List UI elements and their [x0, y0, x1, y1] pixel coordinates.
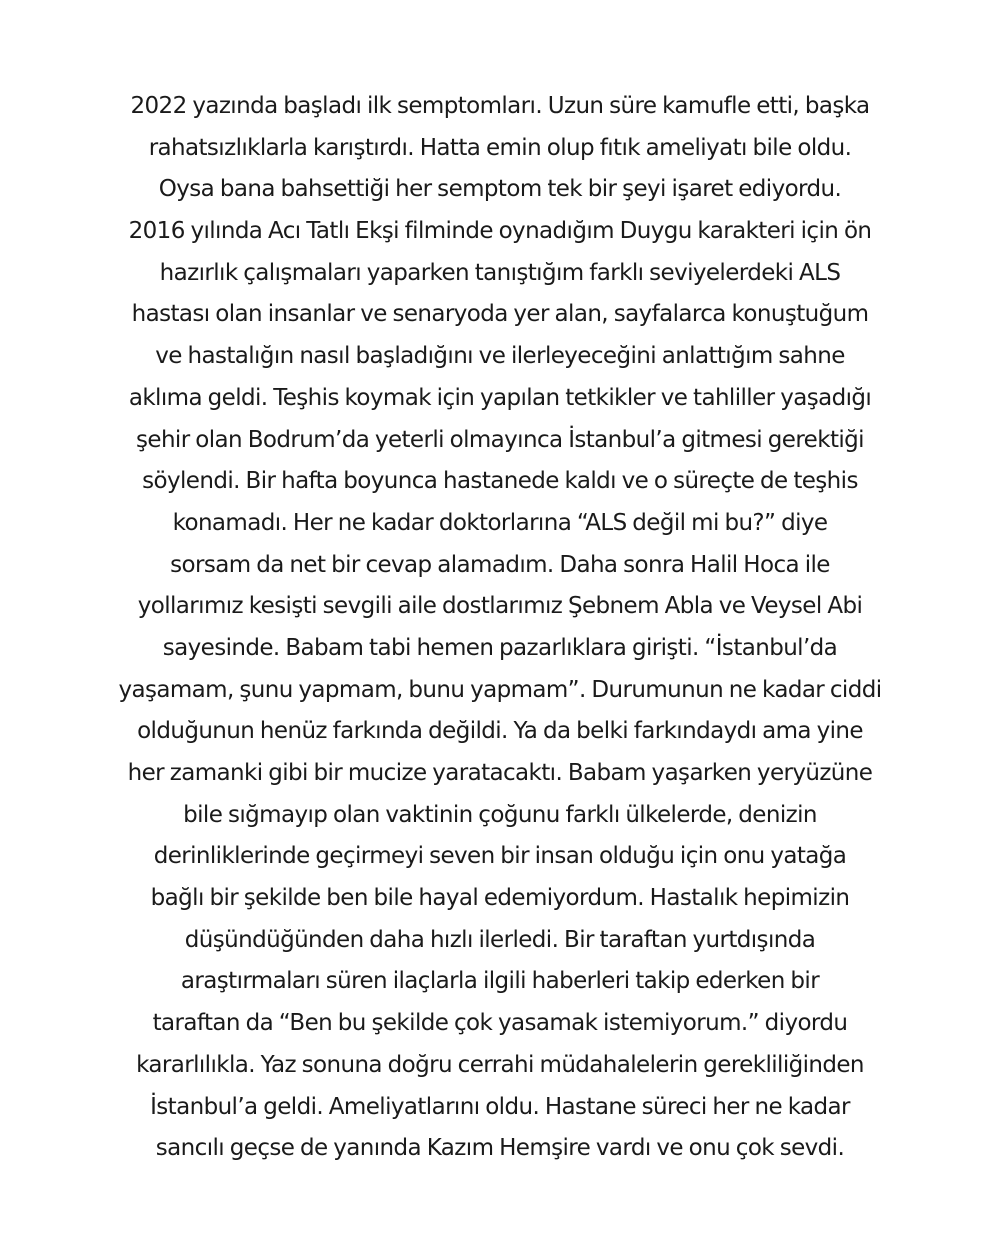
text-line: yaşamam, şunu yapmam, bunu yapmam”. Durumunun ne kadar ciddi — [118, 676, 882, 703]
text-line: sancılı geçse de yanında Kazım Hemşire vardı ve onu çok sevdi. — [155, 1135, 845, 1162]
text-line: İstanbul’a geldi. Ameliyatlarını oldu. Hastane süreci her ne kadar — [150, 1093, 850, 1120]
text-line: şehir olan Bodrum’da yeterli olmayınca İstanbul’a gitmesi gerektiği — [136, 426, 864, 453]
text-line: konamadı. Her ne kadar doktorlarına “ALS değil mi bu?” diye — [172, 509, 828, 536]
text-line: düşündüğünden daha hızlı ilerledi. Bir taraftan yurtdışında — [184, 926, 816, 953]
text-line: 2016 yılında Acı Tatlı Ekşi filminde oynadığım Duygu karakteri için ön — [128, 218, 872, 245]
text-line: yollarımız kesişti sevgili aile dostlarımız Şebnem Abla ve Veysel Abi — [137, 593, 863, 620]
text-line: 2022 yazında başladı ilk semptomları. Uzun süre kamufle etti, başka — [130, 93, 870, 119]
text-line: bağlı bir şekilde ben bile hayal edemiyordum. Hastalık hepimizin — [150, 885, 850, 912]
text-line: olduğunun henüz farkında değildi. Ya da belki farkındaydı ama yine — [137, 718, 863, 745]
text-line: aklıma geldi. Teşhis koymak için yapılan tetkikler ve tahliller yaşadığı — [128, 384, 872, 411]
text-line: rahatsızlıklarla karıştırdı. Hatta emin olup fıtık ameliyatı bile oldu. — [148, 134, 852, 161]
text-line: derinliklerinde geçirmeyi seven bir insan olduğu için onu yatağa — [153, 843, 847, 870]
text-line: söylendi. Bir hafta boyunca hastanede kaldı ve o süreçte de teşhis — [142, 468, 858, 495]
text-line: sorsam da net bir cevap alamadım. Daha sonra Halil Hoca ile — [170, 551, 830, 578]
story-text — [60, 86, 940, 1170]
text-line: hastası olan insanlar ve senaryoda yer alan, sayfalarca konuştuğum — [131, 301, 869, 328]
text-line: ve hastalığın nasıl başladığını ve ilerleyeceğini anlattığım sahne — [155, 343, 845, 370]
text-line: Oysa bana bahsettiği her semptom tek bir şeyi işaret ediyordu. — [158, 176, 842, 203]
text-line: sayesinde. Babam tabi hemen pazarlıklara girişti. “İstanbul’da — [162, 634, 838, 661]
text-line: hazırlık çalışmaları yaparken tanıştığım farklı seviyelerdeki ALS — [159, 259, 841, 286]
text-line: taraftan da “Ben bu şekilde çok yasamak istemiyorum.” diyordu — [152, 1010, 848, 1037]
text-line: araştırmaları süren ilaçlarla ilgili haberleri takip ederken bir — [180, 968, 820, 995]
text-line: kararlılıkla. Yaz sonuna doğru cerrahi müdahalelerin gerekliliğinden — [136, 1051, 864, 1078]
text-line: her zamanki gibi bir mucize yaratacaktı. Babam yaşarken yeryüzüne — [127, 760, 873, 786]
text-line: bile sığmayıp olan vaktinin çoğunu farklı ülkelerde, denizin — [183, 801, 817, 828]
